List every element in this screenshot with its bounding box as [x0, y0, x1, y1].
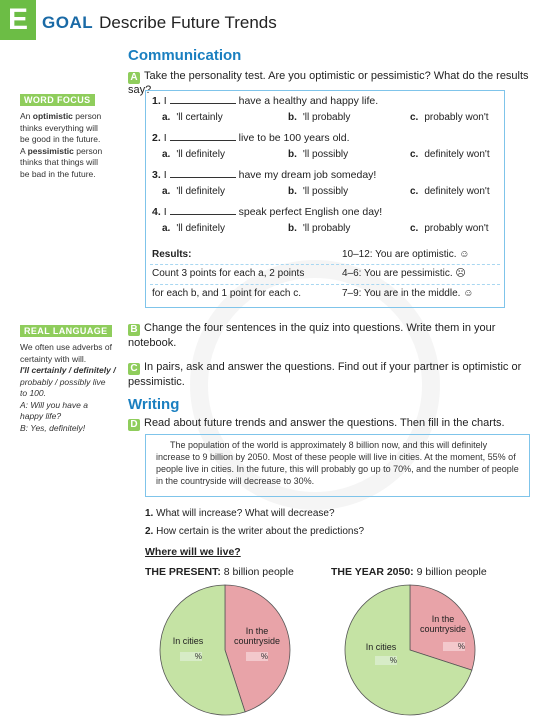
real-language-line: A: Will you have a	[20, 399, 88, 410]
quiz-option[interactable]: c. definitely won't	[410, 149, 490, 160]
pie-chart-2050	[335, 580, 485, 716]
instruction-d	[128, 417, 548, 431]
answer-blank[interactable]	[170, 205, 236, 215]
instruction-b-text: Change the four sentences in the quiz into questions. Write them in your notebook.	[128, 322, 496, 349]
real-language-line: certainty with will.	[20, 353, 87, 364]
percent-input-countryside[interactable]: %	[443, 642, 465, 651]
question-number: 1.	[145, 508, 154, 519]
percent-input-countryside[interactable]: %	[246, 652, 268, 661]
quiz-post: live to be 100 years old.	[238, 132, 350, 144]
activity-letter-c: C	[128, 363, 140, 375]
question-2	[145, 526, 364, 537]
quiz-pre: I	[163, 169, 167, 181]
real-language-line: I'll certainly / definitely /	[20, 365, 116, 375]
quiz-number: 1.	[152, 95, 164, 107]
word-focus-line: thinks that things will	[20, 157, 98, 167]
quiz-option[interactable]: c. probably won't	[410, 112, 489, 123]
quiz-option[interactable]: a. 'll definitely	[162, 223, 225, 234]
pie-label-countryside: In the countryside	[419, 614, 467, 634]
word-focus-line: be bad in the future.	[20, 168, 96, 179]
answer-blank[interactable]	[170, 168, 236, 178]
unit-section-badge: E	[0, 0, 36, 40]
goal-text: Describe Future Trends	[99, 13, 277, 32]
lesson-goal	[42, 13, 277, 33]
quiz-option[interactable]: a. 'll definitely	[162, 186, 225, 197]
instruction-b	[128, 321, 528, 350]
quiz-option[interactable]: b. 'll probably	[288, 112, 351, 123]
quiz-option[interactable]: a. 'll certainly	[162, 112, 223, 123]
charts-heading: Where will we live?	[145, 546, 241, 558]
chart-title-present: THE PRESENT: 8 billion people	[145, 566, 294, 578]
results-divider	[150, 284, 500, 285]
activity-letter-b: B	[128, 324, 140, 336]
real-language-line: B: Yes, definitely!	[20, 422, 86, 433]
reading-passage: The population of the world is approximately 8 billion now, and this will definitely increase to 9 billion by 2050. Most of these people will live in cities. At the moment, 55% of people live in cities. In the future, this will probably go up to 70%, and the number of people in the countryside will decrease to 30%.	[145, 434, 530, 497]
quiz-option[interactable]: b. 'll possibly	[288, 149, 349, 160]
quiz-option[interactable]: b. 'll possibly	[288, 186, 349, 197]
activity-letter-d: D	[128, 419, 140, 431]
question-text: What will increase? What will decrease?	[156, 508, 335, 519]
quiz-option[interactable]: c. probably won't	[410, 223, 489, 234]
quiz-number: 3.	[152, 169, 164, 181]
quiz-post: have my dream job someday!	[238, 169, 377, 181]
quiz-pre: I	[163, 206, 167, 218]
real-language-line: to 100.	[20, 388, 46, 398]
instruction-c-text: In pairs, ask and answer the questions. Find out if your partner is optimistic or pessimistic.	[128, 361, 522, 388]
quiz-post: have a healthy and happy life.	[238, 95, 379, 107]
results-range: 4–6: You are pessimistic. ☹	[342, 268, 466, 279]
quiz-question-3	[152, 168, 376, 181]
quiz-pre: I	[163, 132, 167, 144]
question-1	[145, 508, 335, 519]
instruction-a-text: Take the personality test. Are you optimistic or pessimistic? What do the results say?	[128, 70, 529, 96]
answer-blank[interactable]	[170, 94, 236, 104]
real-language-line: probably / possibly live	[20, 376, 106, 387]
quiz-option[interactable]: b. 'll probably	[288, 223, 351, 234]
quiz-post: speak perfect English one day!	[238, 206, 383, 218]
pie-label-countryside: In the countryside	[233, 626, 281, 646]
quiz-question-2	[152, 131, 350, 144]
instruction-c	[128, 360, 528, 389]
results-scoring-text: Count 3 points for each a, 2 points	[152, 268, 305, 279]
quiz-pre: I	[163, 95, 167, 107]
results-scoring-text: for each b, and 1 point for each c.	[152, 288, 301, 299]
word-focus-line: thinks everything will	[20, 122, 98, 133]
activity-letter-a: A	[128, 72, 140, 84]
word-focus-title: WORD FOCUS	[20, 94, 95, 106]
results-range: 10–12: You are optimistic. ☺	[342, 249, 470, 260]
goal-label: GOAL	[42, 13, 94, 32]
percent-input-cities[interactable]: %	[375, 656, 397, 665]
quiz-number: 4.	[152, 206, 164, 218]
real-language-title: REAL LANGUAGE	[20, 325, 112, 337]
quiz-option[interactable]: c. definitely won't	[410, 186, 490, 197]
pie-svg-present	[150, 580, 300, 716]
quiz-number: 2.	[152, 132, 164, 144]
word-focus-line: An optimistic person	[20, 111, 102, 121]
communication-heading: Communication	[128, 47, 242, 64]
results-divider	[150, 264, 500, 265]
results-title: Results:	[152, 249, 192, 260]
real-language-line: We often use adverbs of	[20, 342, 112, 352]
answer-blank[interactable]	[170, 131, 236, 141]
pie-label-cities: In cities	[172, 636, 204, 646]
results-range: 7–9: You are in the middle. ☺	[342, 288, 474, 299]
chart-title-2050: THE YEAR 2050: 9 billion people	[331, 566, 487, 578]
word-focus-text	[20, 111, 102, 180]
writing-heading: Writing	[128, 396, 180, 413]
percent-input-cities[interactable]: %	[180, 652, 202, 661]
question-text: How certain is the writer about the predictions?	[156, 526, 365, 537]
quiz-option[interactable]: a. 'll definitely	[162, 149, 225, 160]
word-focus-line: be good in the future.	[20, 134, 101, 144]
real-language-line: happy life?	[20, 411, 62, 421]
real-language-text	[20, 342, 116, 434]
pie-chart-present	[150, 580, 300, 716]
word-focus-box	[20, 90, 102, 180]
word-focus-line: A pessimistic person	[20, 145, 103, 156]
pie-label-cities: In cities	[365, 642, 397, 652]
quiz-question-1	[152, 94, 378, 107]
instruction-d-text: Read about future trends and answer the questions. Then fill in the charts.	[144, 417, 505, 429]
quiz-question-4	[152, 205, 382, 218]
real-language-box	[20, 321, 116, 434]
question-number: 2.	[145, 526, 154, 537]
